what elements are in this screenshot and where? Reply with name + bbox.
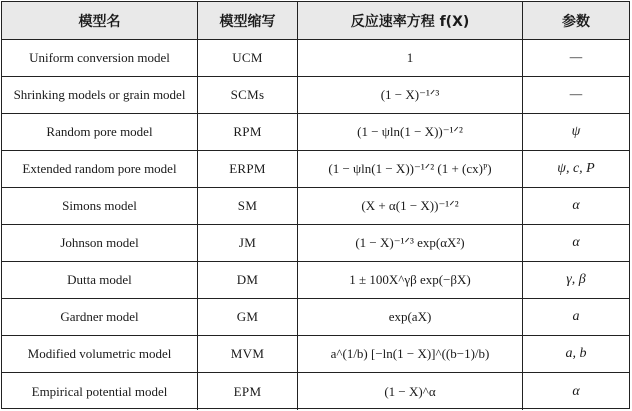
model-name-cell: Modified volumetric model — [2, 336, 198, 372]
model-name-cell: Uniform conversion model — [2, 40, 198, 76]
kinetic-models-table — [1, 1, 630, 409]
parameters-cell: a — [572, 309, 580, 324]
table-row — [2, 262, 629, 299]
table-row — [2, 299, 629, 336]
model-name-cell: Random pore model — [2, 114, 198, 150]
header-rate-equation: 反应速率方程 f(X) — [298, 2, 523, 39]
parameters-cell: α — [572, 198, 580, 213]
table-row — [2, 114, 629, 151]
model-name-cell: Simons model — [2, 188, 198, 224]
parameters-cell: ψ, c, P — [557, 161, 595, 176]
rate-equation-cell: (1 − X)^α — [298, 373, 523, 410]
rate-equation-cell: (1 − ψln(1 − X))⁻¹ᐟ² — [298, 114, 523, 150]
parameters-cell: ψ — [571, 124, 581, 139]
model-abbr-cell: SM — [198, 188, 298, 224]
parameters-cell: α — [572, 383, 580, 399]
parameters-cell: a, b — [565, 346, 587, 361]
model-abbr-cell: SCMs — [198, 77, 298, 113]
rate-equation-cell: exp(aX) — [298, 299, 523, 335]
model-abbr-cell: DM — [198, 262, 298, 298]
table-row — [2, 40, 629, 77]
model-abbr-cell: UCM — [198, 40, 298, 76]
table-header-row — [2, 2, 629, 40]
header-parameters: 参数 — [562, 13, 590, 30]
model-abbr-cell: RPM — [198, 114, 298, 150]
model-name-cell: Johnson model — [2, 225, 198, 261]
rate-equation-cell: (1 − X)⁻¹ᐟ³ — [298, 77, 523, 113]
table-row — [2, 77, 629, 114]
table-row — [2, 373, 629, 410]
model-abbr-cell: ERPM — [198, 151, 298, 187]
rate-equation-cell: (1 − ψln(1 − X))⁻¹ᐟ² (1 + (cx)ᴾ) — [298, 151, 523, 187]
model-name-cell: Extended random pore model — [2, 151, 198, 187]
rate-equation-cell: 1 ± 100X^γβ exp(−βX) — [298, 262, 523, 298]
model-name-cell: Dutta model — [2, 262, 198, 298]
model-abbr-cell: JM — [198, 225, 298, 261]
rate-equation-cell: (1 − X)⁻¹ᐟ³ exp(αX²) — [298, 225, 523, 261]
model-abbr-cell: MVM — [198, 336, 298, 372]
model-name-cell: Shrinking models or grain model — [2, 77, 198, 113]
model-name-cell: Empirical potential model — [2, 373, 198, 410]
model-abbr-cell: EPM — [198, 373, 298, 410]
parameters-cell: α — [572, 235, 580, 250]
rate-equation-cell: (X + α(1 − X))⁻¹ᐟ² — [298, 188, 523, 224]
header-model-abbr: 模型缩写 — [198, 2, 298, 39]
model-abbr-cell: GM — [198, 299, 298, 335]
rate-equation-cell: a^(1/b) [−ln(1 − X)]^((b−1)/b) — [298, 336, 523, 372]
table-row — [2, 225, 629, 262]
header-model-name: 模型名 — [2, 2, 198, 39]
table-row — [2, 188, 629, 225]
parameters-cell: — — [569, 87, 583, 102]
table-row — [2, 336, 629, 373]
rate-equation-cell: 1 — [298, 40, 523, 76]
model-name-cell: Gardner model — [2, 299, 198, 335]
table-row — [2, 151, 629, 188]
parameters-cell: γ, β — [566, 272, 586, 287]
parameters-cell: — — [569, 50, 583, 65]
